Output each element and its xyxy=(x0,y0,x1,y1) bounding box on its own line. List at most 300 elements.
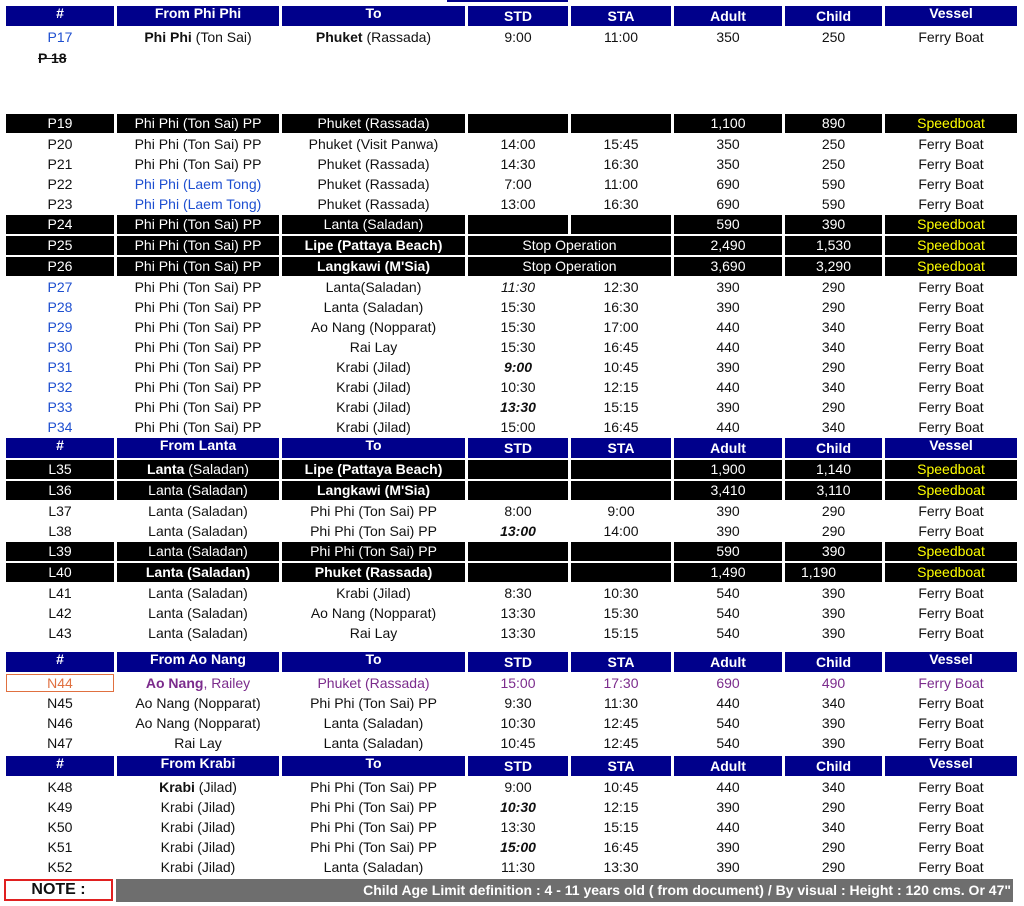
route-sta: 16:30 xyxy=(603,299,639,315)
route-vessel: Speedboat xyxy=(885,215,1017,234)
route-to: Ao Nang (Nopparat) xyxy=(310,319,437,335)
route-from: Phi Phi (Ton Sai) PP xyxy=(117,215,279,234)
route-sta: 12:15 xyxy=(603,379,639,395)
route-from: Phi Phi (Ton Sai) PP xyxy=(134,339,262,355)
route-child: 340 xyxy=(821,419,846,435)
route-adult: 540 xyxy=(716,735,740,751)
route-adult: 440 xyxy=(716,379,740,395)
table-row xyxy=(6,778,1017,796)
header-adult: Adult xyxy=(674,6,782,26)
route-to: Phi Phi (Ton Sai) PP xyxy=(310,799,437,815)
route-vessel: Ferry Boat xyxy=(918,379,984,395)
route-child: 290 xyxy=(821,299,846,315)
route-from: Lanta (Saladan) xyxy=(148,523,248,539)
route-adult: 540 xyxy=(716,715,740,731)
route-adult: 390 xyxy=(716,359,740,375)
note-label: NOTE : xyxy=(4,879,113,901)
route-from: Phi Phi (Ton Sai) PP xyxy=(134,379,262,395)
route-sta xyxy=(571,114,671,133)
route-vessel: Ferry Boat xyxy=(918,675,984,691)
route-std: 15:30 xyxy=(500,339,536,355)
header-from: From Phi Phi xyxy=(117,6,279,26)
table-row xyxy=(6,195,1017,213)
route-to: Krabi (Jilad) xyxy=(336,379,411,395)
route-code: P28 xyxy=(47,299,73,315)
route-code: P34 xyxy=(47,419,73,435)
route-code: L39 xyxy=(6,542,114,561)
route-to: Phi Phi (Ton Sai) PP xyxy=(310,819,437,835)
header-row xyxy=(6,756,1017,776)
route-adult: 540 xyxy=(716,625,740,641)
header-vessel: Vessel xyxy=(885,756,1017,776)
route-adult: 540 xyxy=(716,605,740,621)
route-child: 290 xyxy=(821,279,846,295)
route-code: K49 xyxy=(47,799,73,815)
header-from: From Krabi xyxy=(117,756,279,776)
route-vessel: Ferry Boat xyxy=(918,359,984,375)
route-adult: 390 xyxy=(716,279,740,295)
route-to: Phuket (Rassada) xyxy=(317,196,430,212)
header-child: Child xyxy=(785,6,882,26)
header-hash: # xyxy=(6,652,114,672)
route-from: Phi Phi (Ton Sai) PP xyxy=(134,156,262,172)
route-std: 9:00 xyxy=(504,29,532,45)
table-row xyxy=(6,542,1017,561)
route-std: 13:00 xyxy=(500,196,536,212)
route-vessel: Ferry Boat xyxy=(918,799,984,815)
route-to: Phuket (Rassada) xyxy=(282,563,465,582)
route-adult: 690 xyxy=(716,675,740,691)
route-from: Phi Phi (Ton Sai) PP xyxy=(134,279,262,295)
route-sta: 15:15 xyxy=(603,625,639,641)
header-vessel: Vessel xyxy=(885,6,1017,26)
table-phi-phi-routes xyxy=(3,112,1020,438)
route-adult: 390 xyxy=(716,839,740,855)
header-to: To xyxy=(282,652,465,672)
table-row xyxy=(6,818,1017,836)
route-sta: 17:00 xyxy=(603,319,639,335)
route-to: Phuket (Visit Panwa) xyxy=(308,136,439,152)
route-to: Phi Phi (Ton Sai) PP xyxy=(310,695,437,711)
table-row xyxy=(6,694,1017,712)
route-adult: 440 xyxy=(716,819,740,835)
table-row xyxy=(6,28,1017,46)
route-sta: 15:15 xyxy=(603,819,639,835)
route-child: 340 xyxy=(821,779,846,795)
route-vessel: Ferry Boat xyxy=(918,859,984,875)
table-from-phi-phi-top xyxy=(3,4,1020,48)
route-vessel: Ferry Boat xyxy=(918,839,984,855)
route-child: 340 xyxy=(821,379,846,395)
route-sta xyxy=(571,542,671,561)
route-from xyxy=(117,460,279,479)
header-adult: Adult xyxy=(674,652,782,672)
route-code: P21 xyxy=(47,156,73,172)
route-sta: 10:45 xyxy=(603,359,639,375)
route-adult: 590 xyxy=(674,215,782,234)
route-to: Lanta (Saladan) xyxy=(282,215,465,234)
route-sta: 15:45 xyxy=(603,136,639,152)
route-vessel: Speedboat xyxy=(885,257,1017,276)
route-code: P25 xyxy=(6,236,114,255)
header-row xyxy=(6,6,1017,26)
route-vessel: Ferry Boat xyxy=(918,503,984,519)
route-code: K48 xyxy=(47,779,73,795)
route-vessel: Ferry Boat xyxy=(918,605,984,621)
route-code: K52 xyxy=(47,859,73,875)
header-to: To xyxy=(282,756,465,776)
route-from: Lanta (Saladan) xyxy=(148,625,248,641)
route-std: 15:30 xyxy=(500,319,536,335)
route-vessel: Ferry Boat xyxy=(918,585,984,601)
route-code: P26 xyxy=(6,257,114,276)
route-std: 11:30 xyxy=(501,859,535,875)
route-adult: 390 xyxy=(716,503,740,519)
route-to: Rai Lay xyxy=(349,625,398,641)
note-text: Child Age Limit definition : 4 - 11 years old ( from document) / By visual : Height : 120 cms. Or 47" xyxy=(116,879,1013,902)
route-child: 390 xyxy=(821,625,846,641)
route-sta: 10:30 xyxy=(603,585,639,601)
route-child: 1,190 xyxy=(785,563,882,582)
from-rest: (Ton Sai) xyxy=(191,29,252,45)
route-child: 290 xyxy=(821,503,846,519)
route-from: Phi Phi (Ton Sai) PP xyxy=(134,419,262,435)
route-adult: 390 xyxy=(716,859,740,875)
route-adult: 350 xyxy=(716,29,740,45)
route-vessel: Speedboat xyxy=(885,114,1017,133)
route-code: P19 xyxy=(6,114,114,133)
route-to: Phi Phi (Ton Sai) PP xyxy=(310,779,437,795)
route-to: Lipe (Pattaya Beach) xyxy=(282,460,465,479)
route-code: L40 xyxy=(6,563,114,582)
header-child: Child xyxy=(785,652,882,672)
route-code: P17 xyxy=(47,29,73,45)
route-from: Phi Phi (Ton Sai) PP xyxy=(134,399,262,415)
route-from: Lanta (Saladan) xyxy=(117,542,279,561)
header-sta: STA xyxy=(571,652,671,672)
route-adult: 440 xyxy=(716,419,740,435)
route-to: Phuket (Rassada) xyxy=(317,675,430,691)
route-adult: 440 xyxy=(716,339,740,355)
route-child: 390 xyxy=(821,715,846,731)
from-rest: (Saladan) xyxy=(184,461,249,477)
route-from xyxy=(117,674,279,692)
route-to: Phi Phi (Ton Sai) PP xyxy=(310,523,437,539)
route-vessel: Ferry Boat xyxy=(918,419,984,435)
route-std: 14:00 xyxy=(500,136,536,152)
route-child: 290 xyxy=(821,399,846,415)
route-from: Phi Phi (Laem Tong) xyxy=(134,196,262,212)
route-sta: 11:00 xyxy=(604,29,638,45)
route-adult: 440 xyxy=(716,695,740,711)
route-sta: 16:45 xyxy=(603,839,639,855)
route-vessel: Speedboat xyxy=(885,481,1017,500)
route-std: 15:00 xyxy=(500,419,536,435)
table-row xyxy=(6,624,1017,642)
route-child: 390 xyxy=(785,542,882,561)
route-from: Lanta (Saladan) xyxy=(117,563,279,582)
route-from: Phi Phi (Ton Sai) PP xyxy=(134,299,262,315)
route-std xyxy=(468,563,568,582)
route-sta: 10:45 xyxy=(603,779,639,795)
header-sta: STA xyxy=(571,756,671,776)
route-child: 290 xyxy=(821,859,846,875)
route-child: 250 xyxy=(821,136,846,152)
route-sta: 14:00 xyxy=(603,523,639,539)
route-code: P33 xyxy=(47,399,73,415)
route-sta: 12:45 xyxy=(603,735,639,751)
route-adult: 390 xyxy=(716,523,740,539)
route-code: P30 xyxy=(47,339,73,355)
route-from: Lanta (Saladan) xyxy=(148,503,248,519)
table-row xyxy=(6,604,1017,622)
route-child: 290 xyxy=(821,359,846,375)
table-row xyxy=(6,236,1017,255)
route-std: 13:30 xyxy=(500,399,536,415)
header-sta: STA xyxy=(571,6,671,26)
route-from: Rai Lay xyxy=(174,735,222,751)
route-child: 3,110 xyxy=(785,481,882,500)
to-bold: Phuket xyxy=(315,29,363,45)
route-code: P23 xyxy=(47,196,73,212)
route-status: Stop Operation xyxy=(468,257,671,276)
route-child: 290 xyxy=(821,799,846,815)
route-std: 9:30 xyxy=(504,695,532,711)
route-child: 1,530 xyxy=(785,236,882,255)
route-child: 340 xyxy=(821,339,846,355)
route-adult: 390 xyxy=(716,299,740,315)
route-std: 10:30 xyxy=(500,799,536,815)
route-sta: 16:45 xyxy=(603,339,639,355)
route-adult: 1,900 xyxy=(674,460,782,479)
route-to: Phuket (Rassada) xyxy=(317,156,430,172)
route-child: 1,140 xyxy=(785,460,882,479)
route-from: Lanta (Saladan) xyxy=(148,605,248,621)
table-row xyxy=(6,318,1017,336)
header-adult: Adult xyxy=(674,756,782,776)
route-adult: 350 xyxy=(716,136,740,152)
route-vessel: Ferry Boat xyxy=(918,399,984,415)
route-std: 13:30 xyxy=(500,819,536,835)
route-code: L35 xyxy=(6,460,114,479)
table-from-krabi xyxy=(3,754,1020,878)
route-to: Krabi (Jilad) xyxy=(336,359,411,375)
route-from: Phi Phi (Ton Sai) PP xyxy=(117,236,279,255)
header-row xyxy=(6,438,1017,458)
table-row xyxy=(6,563,1017,582)
table-row xyxy=(6,502,1017,520)
route-to xyxy=(282,28,465,46)
route-code: L36 xyxy=(6,481,114,500)
route-sta: 11:30 xyxy=(604,695,638,711)
route-from xyxy=(117,778,279,796)
route-sta xyxy=(571,460,671,479)
route-child: 890 xyxy=(785,114,882,133)
route-std: 8:30 xyxy=(504,585,532,601)
route-adult: 1,100 xyxy=(674,114,782,133)
route-sta: 16:30 xyxy=(603,196,639,212)
route-code: P24 xyxy=(6,215,114,234)
route-std: 10:30 xyxy=(500,715,536,731)
route-to: Krabi (Jilad) xyxy=(336,399,411,415)
route-from: Phi Phi (Ton Sai) PP xyxy=(134,136,262,152)
route-from: Ao Nang (Nopparat) xyxy=(135,715,261,731)
table-row xyxy=(6,378,1017,396)
route-std: 15:30 xyxy=(500,299,536,315)
header-adult: Adult xyxy=(674,438,782,458)
table-row xyxy=(6,358,1017,376)
route-sta: 16:30 xyxy=(603,156,639,172)
header-hash: # xyxy=(6,438,114,458)
from-rest: , Railey xyxy=(203,675,251,691)
route-adult: 1,490 xyxy=(674,563,782,582)
table-row xyxy=(6,298,1017,316)
route-code: P27 xyxy=(47,279,73,295)
route-to: Lanta (Saladan) xyxy=(323,859,424,875)
route-std: 13:30 xyxy=(500,605,536,621)
route-std xyxy=(468,114,568,133)
route-std: 10:45 xyxy=(500,735,536,751)
header-sta: STA xyxy=(571,438,671,458)
route-child: 390 xyxy=(821,605,846,621)
route-to: Phi Phi (Ton Sai) PP xyxy=(310,503,437,519)
header-child: Child xyxy=(785,756,882,776)
route-to: Langkawi (M'Sia) xyxy=(282,257,465,276)
route-from: Lanta (Saladan) xyxy=(148,585,248,601)
struck-route-code: P 18 xyxy=(38,50,67,66)
route-child: 340 xyxy=(821,819,846,835)
route-adult: 440 xyxy=(716,779,740,795)
route-to: Lanta(Saladan) xyxy=(325,279,422,295)
table-from-lanta xyxy=(3,436,1020,644)
route-vessel: Ferry Boat xyxy=(918,176,984,192)
route-code: P31 xyxy=(47,359,73,375)
route-child: 490 xyxy=(821,675,846,691)
table-row xyxy=(6,338,1017,356)
route-code: P32 xyxy=(47,379,73,395)
route-vessel: Ferry Boat xyxy=(918,523,984,539)
table-row xyxy=(6,418,1017,436)
route-code: L38 xyxy=(48,523,72,539)
route-vessel: Ferry Boat xyxy=(918,196,984,212)
route-from: Ao Nang (Nopparat) xyxy=(135,695,261,711)
route-to: Phuket (Rassada) xyxy=(317,176,430,192)
route-child: 390 xyxy=(821,585,846,601)
table-row xyxy=(6,734,1017,752)
route-std: 9:00 xyxy=(504,779,532,795)
route-to: Phi Phi (Ton Sai) PP xyxy=(310,839,437,855)
route-vessel: Ferry Boat xyxy=(918,695,984,711)
route-std: 13:00 xyxy=(500,523,536,539)
route-code: P20 xyxy=(47,136,73,152)
route-sta: 12:30 xyxy=(603,279,639,295)
route-from: Phi Phi (Ton Sai) PP xyxy=(134,359,262,375)
route-vessel: Ferry Boat xyxy=(918,299,984,315)
route-code: N45 xyxy=(47,695,73,711)
table-row xyxy=(6,257,1017,276)
route-sta: 17:30 xyxy=(603,675,639,691)
header-std: STD xyxy=(468,6,568,26)
route-sta: 12:45 xyxy=(603,715,639,731)
route-std: 14:30 xyxy=(500,156,536,172)
route-std xyxy=(468,215,568,234)
route-sta: 9:00 xyxy=(607,503,635,519)
route-child: 340 xyxy=(821,319,846,335)
route-vessel: Ferry Boat xyxy=(918,29,984,45)
route-child: 390 xyxy=(821,735,846,751)
route-adult: 390 xyxy=(716,399,740,415)
header-std: STD xyxy=(468,652,568,672)
from-bold: Lanta xyxy=(147,461,185,477)
route-vessel: Ferry Boat xyxy=(918,819,984,835)
route-adult: 3,410 xyxy=(674,481,782,500)
route-sta xyxy=(571,563,671,582)
route-adult: 440 xyxy=(716,319,740,335)
route-code: N46 xyxy=(47,715,73,731)
route-from xyxy=(117,28,279,46)
route-vessel: Speedboat xyxy=(885,236,1017,255)
route-std: 10:30 xyxy=(500,379,536,395)
table-row xyxy=(6,674,1017,692)
route-sta: 13:30 xyxy=(603,859,639,875)
table-row xyxy=(6,398,1017,416)
route-sta xyxy=(571,481,671,500)
route-from: Krabi (Jilad) xyxy=(160,819,236,835)
route-child: 3,290 xyxy=(785,257,882,276)
header-to: To xyxy=(282,6,465,26)
header-child: Child xyxy=(785,438,882,458)
table-from-ao-nang xyxy=(3,650,1020,754)
header-std: STD xyxy=(468,756,568,776)
header-hash: # xyxy=(6,6,114,26)
route-vessel: Ferry Boat xyxy=(918,136,984,152)
route-code: N47 xyxy=(47,735,73,751)
route-code: P29 xyxy=(47,319,73,335)
route-code: N44 xyxy=(6,674,114,692)
table-row xyxy=(6,135,1017,153)
route-code: L43 xyxy=(48,625,72,641)
route-std xyxy=(468,542,568,561)
route-vessel: Speedboat xyxy=(885,460,1017,479)
route-from: Phi Phi (Ton Sai) PP xyxy=(117,114,279,133)
table-row xyxy=(6,714,1017,732)
header-std: STD xyxy=(468,438,568,458)
route-vessel: Speedboat xyxy=(885,542,1017,561)
route-code: K50 xyxy=(47,819,73,835)
header-from: From Ao Nang xyxy=(117,652,279,672)
route-adult: 690 xyxy=(716,176,740,192)
to-rest: (Rassada) xyxy=(362,29,432,45)
route-vessel: Ferry Boat xyxy=(918,279,984,295)
route-vessel: Ferry Boat xyxy=(918,156,984,172)
route-vessel: Ferry Boat xyxy=(918,339,984,355)
route-std: 13:30 xyxy=(500,625,536,641)
route-std: 8:00 xyxy=(504,503,532,519)
route-std xyxy=(468,460,568,479)
route-adult: 2,490 xyxy=(674,236,782,255)
route-std: 9:00 xyxy=(503,359,533,375)
route-child: 390 xyxy=(785,215,882,234)
route-code: P22 xyxy=(47,176,73,192)
route-status: Stop Operation xyxy=(468,236,671,255)
route-std: 7:00 xyxy=(504,176,532,192)
route-sta: 12:15 xyxy=(603,799,639,815)
header-to: To xyxy=(282,438,465,458)
route-to: Rai Lay xyxy=(349,339,398,355)
route-to: Phi Phi (Ton Sai) PP xyxy=(282,542,465,561)
route-code: K51 xyxy=(47,839,73,855)
table-row xyxy=(6,215,1017,234)
